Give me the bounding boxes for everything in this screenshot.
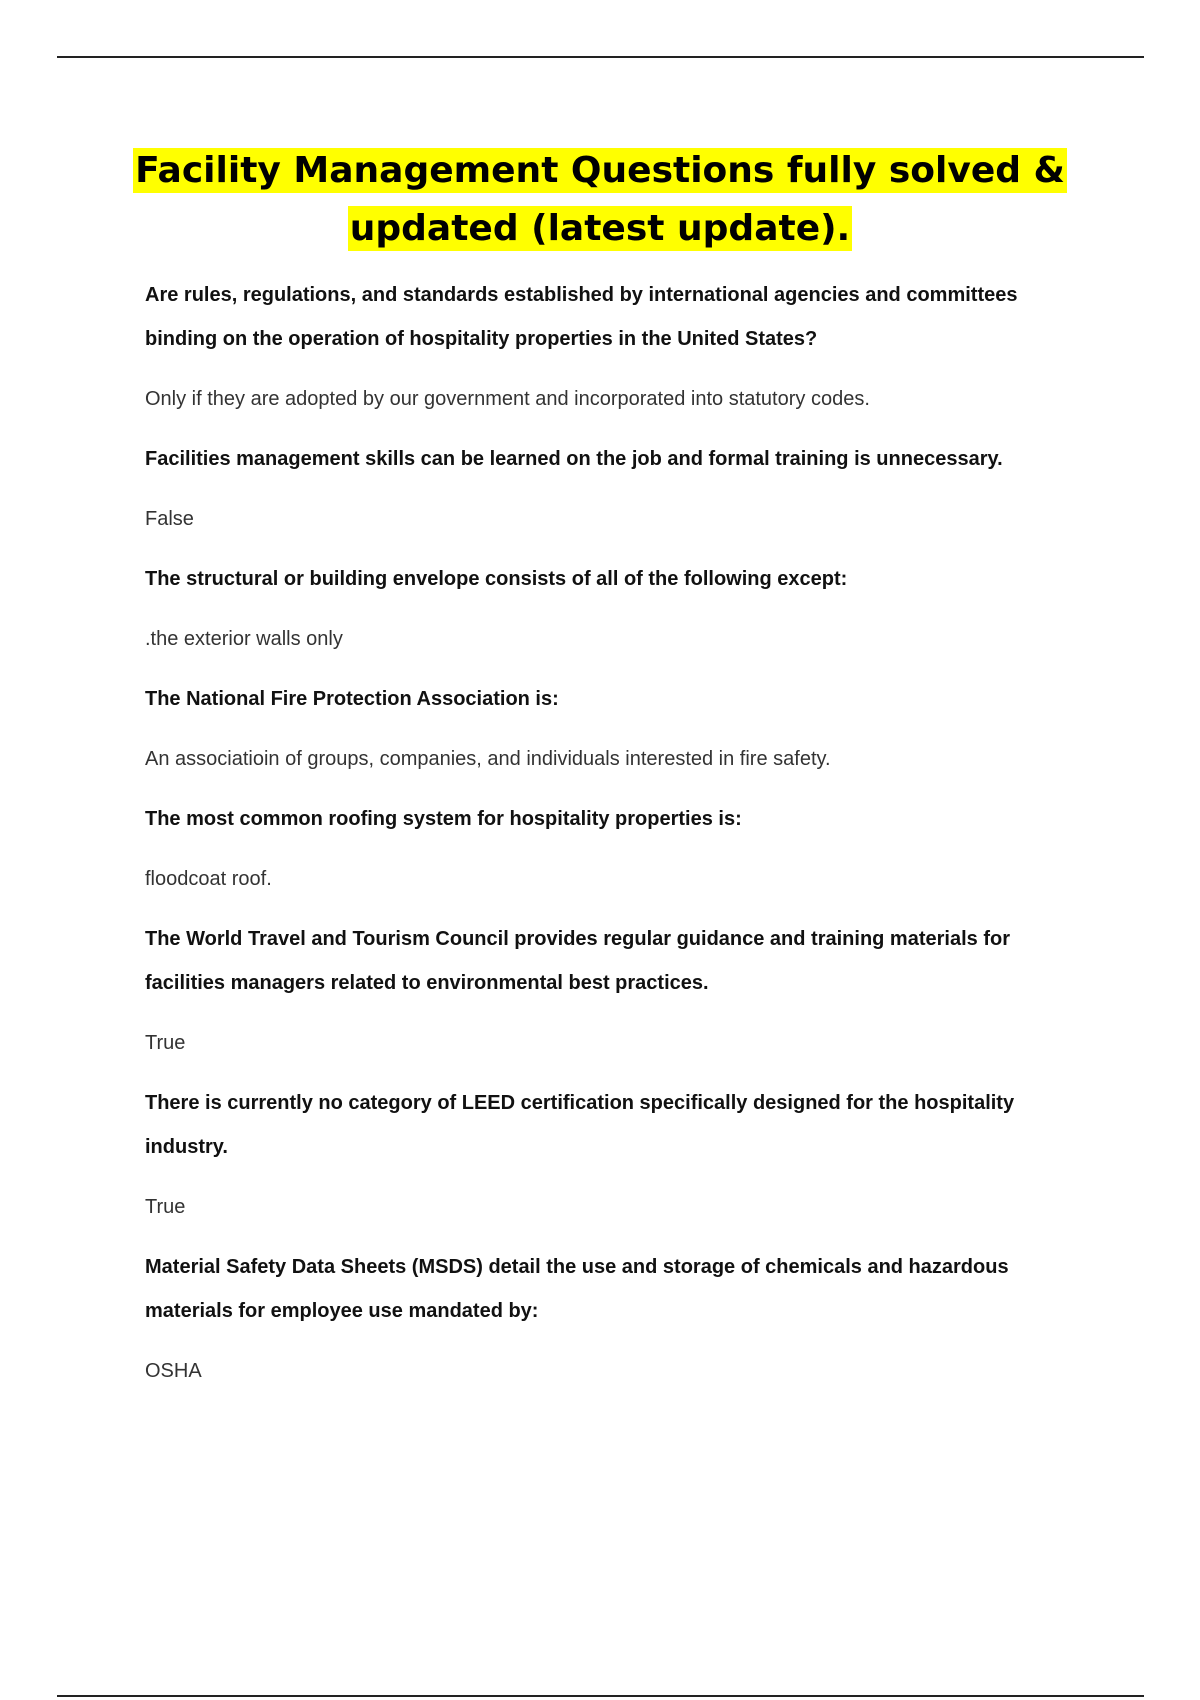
question-text: There is currently no category of LEED certification specifically designed for the hospitality industry. [145,1092,1015,1158]
answer-text: OSHA [145,1360,202,1382]
answer-text: True [145,1032,186,1054]
qa-item [145,437,1075,541]
question-text: Material Safety Data Sheets (MSDS) detail the use and storage of chemicals and hazardous materials for employee use mandated by: [145,1256,1009,1322]
qa-item [145,557,1075,661]
answer-text: .the exterior walls only [145,628,343,650]
qa-item [145,1245,1075,1393]
answer-text: False [145,508,194,530]
top-rule [57,56,1144,58]
qa-list [145,273,1075,1409]
qa-item [145,1081,1075,1229]
title-highlight: Facility Management Questions fully solved & updated (latest update). [135,150,1065,249]
qa-item [145,797,1075,901]
bottom-rule [57,1695,1144,1697]
question-text: The World Travel and Tourism Council provides regular guidance and training materials for facilities managers related to environmental best practices. [145,928,1010,994]
qa-item [145,677,1075,781]
question-text: Facilities management skills can be learned on the job and formal training is unnecessary. [145,448,1003,470]
question-text: Are rules, regulations, and standards established by international agencies and committees binding on the operation of hospitality properties in the United States? [145,284,1018,350]
page-title [100,142,1100,258]
answer-text: An associatioin of groups, companies, and individuals interested in fire safety. [145,748,831,770]
answer-text: floodcoat roof. [145,868,272,890]
qa-item [145,917,1075,1065]
question-text: The National Fire Protection Association is: [145,688,559,710]
qa-item [145,273,1075,421]
answer-text: True [145,1196,186,1218]
answer-text: Only if they are adopted by our government and incorporated into statutory codes. [145,388,870,410]
title-block [100,142,1100,258]
question-text: The structural or building envelope consists of all of the following except: [145,568,848,590]
question-text: The most common roofing system for hospitality properties is: [145,808,742,830]
